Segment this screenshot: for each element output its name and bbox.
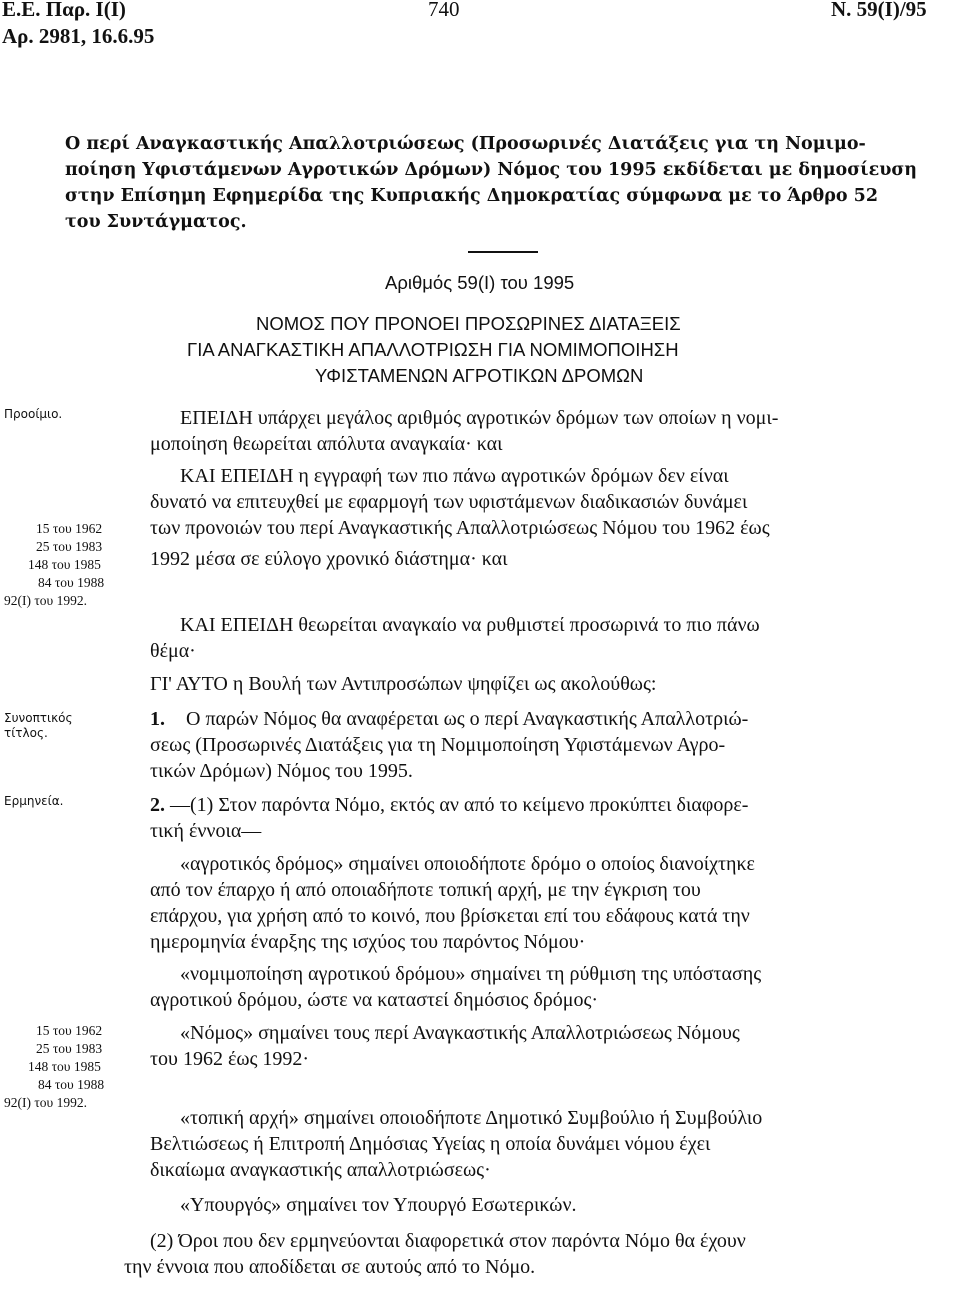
preamble-p2-line-3: των προνοιών του περί Αναγκαστικής Απαλλοτριώσεως Νόμου του 1962 έως — [150, 517, 770, 539]
preamble-p3-line-2: θέμα· — [150, 640, 196, 662]
section-2-number: 2. — [150, 794, 165, 816]
section-2-line-2: τική έννοια— — [150, 820, 262, 842]
margin-interpretation: Ερμηνεία. — [4, 794, 64, 808]
law-reference: Ν. 59(Ι)/95 — [831, 0, 927, 21]
enacting-clause: ΓΙ' ΑΥΤΟ η Βουλή των Αντιπροσώπων ψηφίζει ως ακολούθως: — [150, 673, 657, 695]
law-title-line-1: ΝΟΜΟΣ ΠΟΥ ΠΡΟΝΟΕΙ ΠΡΟΣΩΡΙΝΕΣ ΔΙΑΤΑΞΕΙΣ — [256, 313, 681, 334]
margin-ref-b-1: 15 του 1962 — [36, 1023, 103, 1038]
section-2-2-line-1: (2) Όροι που δεν ερμηνεύονται διαφορετικά στον παρόντα Νόμο θα έχουν — [150, 1230, 746, 1252]
law-title-line-2: ΓΙΑ ΑΝΑΓΚΑΣΤΙΚΗ ΑΠΑΛΛΟΤΡΙΩΣΗ ΓΙΑ ΝΟΜΙΜΟΠΟΙΗΣΗ — [187, 339, 679, 360]
definition-2-line-1: «νομιμοποίηση αγροτικού δρόμου» σημαίνει τη ρύθμιση της υπόστασης — [180, 963, 762, 985]
margin-ref-a-4: 84 του 1988 — [38, 575, 105, 590]
preamble-p3-line-1: ΚΑΙ ΕΠΕΙΔΗ θεωρείται αναγκαίο να ρυθμιστεί προσωρινά το πιο πάνω — [180, 614, 760, 636]
divider — [468, 251, 538, 253]
section-2-line-1: —(1) Στον παρόντα Νόμο, εκτός αν από το κείμενο προκύπτει διαφορε- — [170, 794, 749, 816]
margin-ref-a-5: 92(Ι) του 1992. — [4, 593, 87, 608]
definition-4-line-2: Βελτιώσεως ή Επιτροπή Δημόσιας Υγείας η οποία δυνάμει νόμου έχει — [150, 1133, 711, 1155]
margin-ref-a-2: 25 του 1983 — [36, 539, 103, 554]
definition-1-line-3: επάρχου, για χρήση από το κοινό, που βρίσκεται επί του εδάφους κατά την — [150, 905, 750, 927]
definition-4-line-1: «τοπική αρχή» σημαίνει οποιοδήποτε Δημοτικό Συμβούλιο ή Συμβούλιο — [180, 1107, 763, 1129]
margin-ref-b-3: 148 του 1985 — [28, 1059, 101, 1074]
preamble-p1-line-1: ΕΠΕΙΔΗ υπάρχει μεγάλος αριθμός αγροτικών δρόμων των οποίων η νομι- — [180, 407, 779, 429]
preamble-p1-line-2: μοποίηση θεωρείται απόλυτα αναγκαία· και — [150, 433, 503, 455]
section-1-line-3: τικών Δρόμων) Νόμος του 1995. — [150, 760, 413, 782]
margin-short-title-1: Συνοπτικός — [4, 711, 73, 725]
page-number: 740 — [428, 0, 460, 21]
section-1-line-1: Ο παρών Νόμος θα αναφέρεται ως ο περί Αναγκαστικής Απαλλοτριώ- — [186, 708, 749, 730]
preamble-p2-line-4: 1992 μέσα σε εύλογο χρονικό διάστημα· και — [150, 548, 508, 570]
margin-ref-b-4: 84 του 1988 — [38, 1077, 105, 1092]
section-2-2-line-2: την έννοια που αποδίδεται σε αυτούς από το Νόμο. — [124, 1256, 536, 1278]
definition-3-line-1: «Νόμος» σημαίνει τους περί Αναγκαστικής Απαλλοτριώσεως Νόμους — [180, 1022, 740, 1044]
gazette-reference: Ε.Ε. Παρ. Ι(Ι) — [2, 0, 126, 21]
margin-short-title-2: τίτλος. — [4, 726, 48, 740]
margin-preamble: Προοίμιο. — [4, 407, 63, 421]
definition-3-line-2: του 1962 έως 1992· — [150, 1048, 310, 1070]
preamble-p2-line-2: δυνατό να επιτευχθεί με εφαρμογή των υφιστάμενων διαδικασιών δυνάμει — [150, 491, 748, 513]
law-title-line-3: ΥΦΙΣΤΑΜΕΝΩΝ ΑΓΡΟΤΙΚΩΝ ΔΡΟΜΩΝ — [315, 365, 644, 386]
margin-ref-b-5: 92(Ι) του 1992. — [4, 1095, 87, 1110]
margin-ref-b-2: 25 του 1983 — [36, 1041, 103, 1056]
preamble-p2-line-1: ΚΑΙ ΕΠΕΙΔΗ η εγγραφή των πιο πάνω αγροτικών δρόμων δεν είναι — [180, 465, 729, 487]
intro-line-1: Ο περί Αναγκαστικής Απαλλοτριώσεως (Προσωρινές Διατάξεις για τη Νομιμο- — [65, 134, 866, 154]
section-1-number: 1. — [150, 708, 165, 730]
issue-number-date: Αρ. 2981, 16.6.95 — [2, 24, 155, 48]
definition-1-line-4: ημερομηνία έναρξης της ισχύος του παρόντος Νόμου· — [150, 931, 586, 953]
intro-line-2: ποίηση Υφιστάμενων Αγροτικών Δρόμων) Νόμος του 1995 εκδίδεται με δημοσίευση — [65, 160, 917, 180]
margin-ref-a-1: 15 του 1962 — [36, 521, 103, 536]
definition-1-line-2: από τον έπαρχο ή από οποιαδήποτε τοπική αρχή, με την έγκριση του — [150, 879, 701, 901]
intro-line-3: στην Επίσημη Εφημερίδα της Κυπριακής Δημοκρατίας σύμφωνα με το Άρθρο 52 — [65, 186, 878, 206]
definition-5: «Υπουργός» σημαίνει τον Υπουργό Εσωτερικών. — [180, 1194, 577, 1216]
definition-4-line-3: δικαίωμα αναγκαστικής απαλλοτριώσεως· — [150, 1159, 491, 1181]
section-1-line-2: σεως (Προσωρινές Διατάξεις για τη Νομιμοποίηση Υφιστάμενων Αγρο- — [150, 734, 726, 756]
intro-line-4: του Συντάγματος. — [65, 212, 247, 232]
margin-ref-a-3: 148 του 1985 — [28, 557, 101, 572]
law-number: Αριθμός 59(Ι) του 1995 — [385, 272, 575, 293]
definition-2-line-2: αγροτικού δρόμου, ώστε να καταστεί δημόσιος δρόμος· — [150, 989, 599, 1011]
definition-1-line-1: «αγροτικός δρόμος» σημαίνει οποιοδήποτε δρόμο ο οποίος διανοίχτηκε — [180, 853, 755, 875]
